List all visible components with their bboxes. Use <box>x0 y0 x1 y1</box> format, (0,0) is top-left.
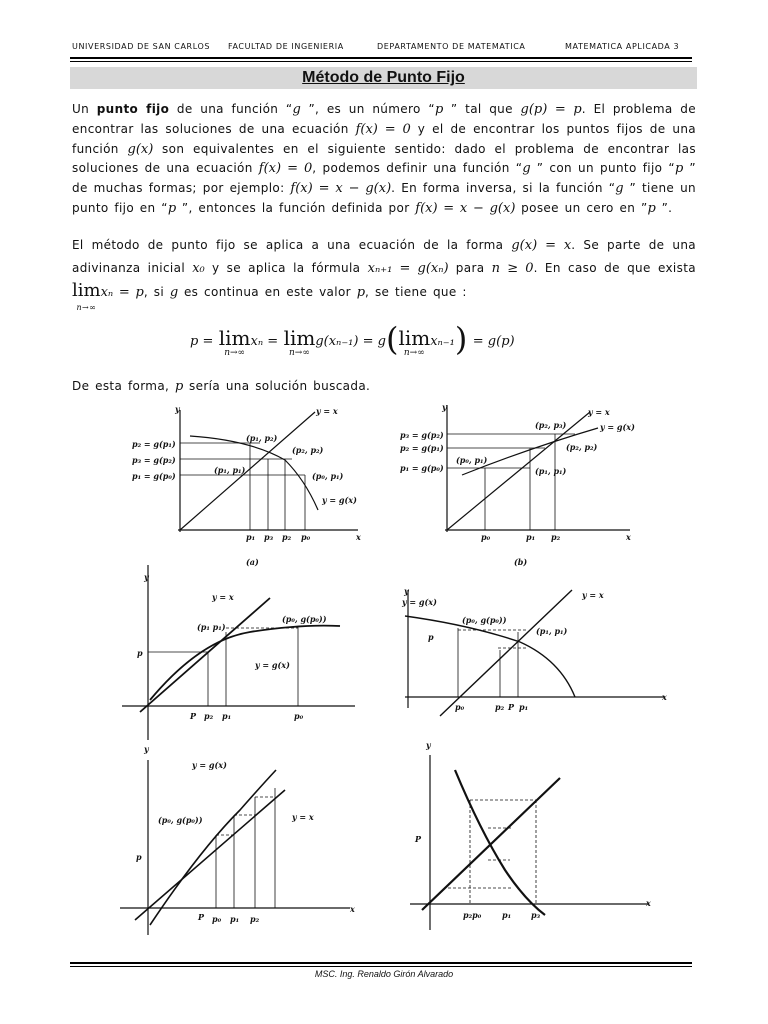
math-gp-eq-p: g(p) = p <box>520 102 582 117</box>
math-xn-eq-p: xₙ = p <box>100 285 144 300</box>
text: ” tal que <box>443 102 521 116</box>
math-p: p <box>675 161 684 177</box>
figure-caption: (a) <box>246 557 259 567</box>
xtick: p₃ <box>531 910 541 920</box>
label-y-eq-x: y = x <box>212 592 234 602</box>
axis-label-x: x <box>350 904 355 914</box>
point-label: (p₂, p₂) <box>292 445 324 455</box>
text: ”, es un número “ <box>300 102 435 116</box>
text: . En forma inversa, si la función “ <box>391 181 616 196</box>
text: ”, entonces la función definida por <box>176 200 416 215</box>
text: . En caso de que exista <box>533 261 696 275</box>
text: sería una solución buscada. <box>183 379 371 393</box>
text: posee un cero en ” <box>515 200 648 215</box>
footer-rule <box>70 962 692 964</box>
text: ” tiene un punto fijo en “ <box>72 181 696 215</box>
xtick: p₀ <box>455 702 465 712</box>
xtick: p₂ <box>551 532 561 542</box>
xtick: p₂ <box>282 532 292 542</box>
ylabel-3: p₁ = g(p₀) <box>400 463 444 473</box>
line-y-eq-x <box>447 412 590 530</box>
axis-label-x: x <box>646 898 651 908</box>
xtick: p₂ <box>204 711 214 721</box>
text: Un <box>72 102 97 116</box>
text: . Se parte de una adivinanza inicial <box>72 238 696 275</box>
lim-sub: n→∞ <box>76 303 97 312</box>
text: , podemos definir una función “ <box>312 161 523 176</box>
xtick: p₃ <box>264 532 274 542</box>
xtick: p₀ <box>294 711 304 721</box>
xtick: p₁ <box>246 532 256 542</box>
lim-sub: n→∞ <box>403 348 425 358</box>
figure-e <box>120 760 350 935</box>
xtick: p₁ <box>230 914 240 924</box>
math-g: g <box>292 102 301 117</box>
axis-label-y: y <box>175 404 180 414</box>
axis-label-p: p <box>428 632 434 642</box>
label-y-eq-gx: y = g(x) <box>402 597 437 607</box>
text: , se tiene que : <box>365 285 467 299</box>
text: ” con un punto fijo “ <box>530 161 675 176</box>
ylabel-1: p₃ = g(p₂) <box>400 430 444 440</box>
text: y se aplica la fórmula <box>204 261 368 275</box>
math-p: p <box>356 285 366 300</box>
axis-label-p: P <box>415 834 422 844</box>
xtick: P <box>190 711 197 721</box>
math-f-eq-x-minus-g: f(x) = x − g(x) <box>290 181 392 197</box>
math-p: p <box>174 379 184 394</box>
point-label: (p₀, g(p₀)) <box>282 614 327 624</box>
math-f-eq-x-minus-g: f(x) = x − g(x) <box>415 200 516 216</box>
point-label: (p₁, p₂) <box>246 433 278 443</box>
header-faculty: FACULTAD DE INGENIERIA <box>228 42 344 51</box>
lim-word: lim <box>398 326 431 350</box>
eq-gp: = g(p) <box>472 334 515 349</box>
page-title: Método de Punto Fijo <box>302 69 465 86</box>
lim-word: lim <box>283 326 316 350</box>
ylabel-1: p₂ = g(p₁) <box>132 439 176 449</box>
label-y-eq-x: y = x <box>292 812 314 822</box>
eq-g-xn1: g(xₙ₋₁) = g <box>315 334 386 349</box>
point-label: (p₂, p₃) <box>535 420 567 430</box>
footer-author: MSC. Ing. Renaldo Girón Alvarado <box>314 969 454 979</box>
point-label: (p₁ p₁) <box>197 622 226 632</box>
xtick: p₁ <box>526 532 536 542</box>
point-label: (p₁, p₁) <box>214 465 246 475</box>
math-gx-eq-x: g(x) = x <box>511 238 572 253</box>
math-iteration: xₙ₊₁ = g(xₙ) <box>367 261 449 276</box>
figure-f <box>410 755 648 930</box>
point-label: (p₁, p₁) <box>536 626 568 636</box>
label-y-eq-gx: y = g(x) <box>600 422 635 432</box>
label-y-eq-x: y = x <box>316 406 338 416</box>
text: de una función “ <box>169 102 293 116</box>
eq-xn1: xₙ₋₁ <box>430 334 455 349</box>
xtick: p₀ <box>301 532 311 542</box>
text: son equivalentes en el siguiente sentido: dado el problema de encontrar las soluciones de una ecuación <box>72 141 696 176</box>
math-x0: x₀ <box>192 261 205 276</box>
math-gx: g(x) <box>127 141 154 157</box>
text: es continua en este valor <box>178 285 357 299</box>
curve-g <box>455 770 545 915</box>
axis-label-y: y <box>426 740 431 750</box>
xtick: P <box>198 912 205 922</box>
text: y el de encontrar los puntos fijos de una función <box>72 121 697 156</box>
curve-g <box>150 626 340 700</box>
axis-label-p: p <box>137 648 143 658</box>
axis-label-x: x <box>356 532 361 542</box>
math-fx-eq-0: f(x) = 0 <box>355 121 411 137</box>
xtick: p₁ <box>222 711 232 721</box>
curve-g <box>150 770 276 925</box>
axis-label-y: y <box>144 572 149 582</box>
math-p: p <box>647 200 656 216</box>
math-n-ge-0: n ≥ 0 <box>491 261 534 276</box>
axis-label-y: y <box>442 402 447 412</box>
text: ”. <box>655 200 673 215</box>
text: El método de punto fijo se aplica a una ecuación de la forma <box>72 238 512 252</box>
line-y-eq-x <box>140 598 270 712</box>
point-label: (p₀, p₁) <box>312 471 344 481</box>
xtick: p₀ <box>481 532 491 542</box>
label-y-eq-x: y = x <box>582 590 604 600</box>
point-label: (p₀, g(p₀)) <box>158 815 203 825</box>
ylabel-2: p₂ = g(p₁) <box>400 443 444 453</box>
text: . El problema de encontrar las soluciones de una ecuación <box>72 102 696 136</box>
math-g: g <box>522 161 531 177</box>
figure-d <box>405 590 665 716</box>
footer-rule-thin <box>70 966 692 967</box>
header-university: UNIVERSIDAD DE SAN CARLOS <box>72 42 211 51</box>
math-p: p <box>434 102 444 117</box>
text: De esta forma, <box>72 379 175 393</box>
header-course: MATEMATICA APLICADA 3 <box>565 42 680 51</box>
line-y-eq-x <box>135 790 285 920</box>
figure-c <box>122 565 355 740</box>
xtick: p₀ <box>212 914 222 924</box>
lim-sub: n→∞ <box>289 348 310 358</box>
eq-xn: xₙ = <box>250 334 279 349</box>
math-fx-eq-0: f(x) = 0 <box>258 161 313 177</box>
text: , si <box>143 285 170 299</box>
eq-paren-open: ( <box>385 320 399 358</box>
axis-label-y: y <box>144 744 149 754</box>
point-label: (p₀, g(p₀)) <box>462 615 507 625</box>
label-y-eq-x: y = x <box>588 407 610 417</box>
point-label: (p₀, p₁) <box>456 455 488 465</box>
label-y-eq-gx: y = g(x) <box>255 660 290 670</box>
header-department: DEPARTAMENTO DE MATEMATICA <box>377 42 526 51</box>
math-g: g <box>169 285 179 300</box>
axis-label-x: x <box>662 692 667 702</box>
label-y-eq-gx: y = g(x) <box>192 760 227 770</box>
text: ” de muchas formas; por ejemplo: <box>72 161 696 196</box>
ylabel-2: p₃ = g(p₂) <box>132 455 176 465</box>
figure-caption: (b) <box>514 557 528 567</box>
label-y-eq-gx: y = g(x) <box>322 495 357 505</box>
lim-word: lim <box>72 280 101 301</box>
ylabel-3: p₁ = g(p₀) <box>132 471 176 481</box>
xtick: p₂p₀ <box>463 910 482 920</box>
xtick: P <box>508 702 515 712</box>
term-fixed-point: punto fijo <box>96 102 170 116</box>
eq-paren-close: ) <box>454 320 468 358</box>
point-label: (p₁, p₁) <box>535 466 567 476</box>
xtick: p₁ <box>502 910 512 920</box>
xtick: p₂ <box>495 702 505 712</box>
math-g: g <box>615 181 624 197</box>
eq-p: p = <box>190 334 214 349</box>
axis-label-x: x <box>626 532 631 542</box>
axis-label-p: p <box>136 852 142 862</box>
xtick: p₁ <box>519 702 529 712</box>
text: para <box>448 261 492 275</box>
xtick: p₂ <box>250 914 260 924</box>
math-p: p <box>167 200 177 216</box>
lim-word: lim <box>218 326 251 350</box>
lim-sub: n→∞ <box>224 348 246 358</box>
axis-label-y: y <box>404 586 409 596</box>
point-label: (p₂, p₂) <box>566 442 598 452</box>
